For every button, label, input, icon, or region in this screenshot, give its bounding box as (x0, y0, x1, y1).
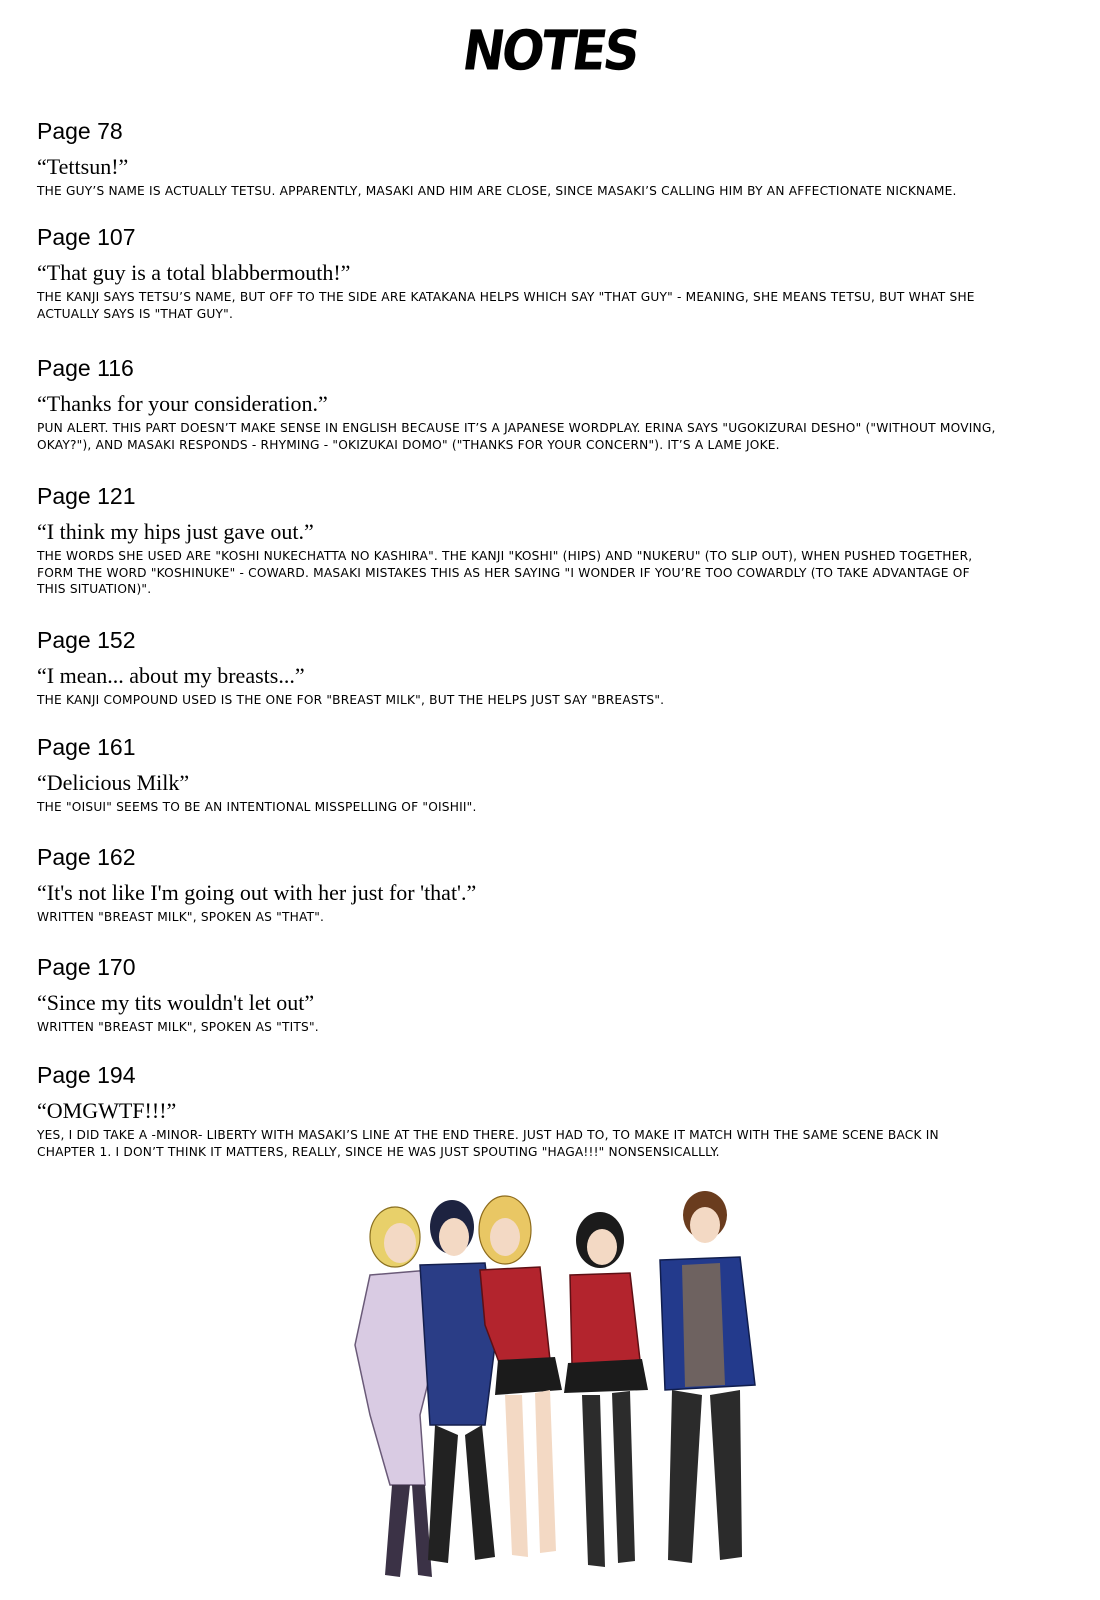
page-number: Page 152 (37, 627, 136, 653)
page-number: Page 78 (37, 118, 123, 144)
quote: “It's not like I'm going out with her just for 'that'.” (37, 880, 477, 905)
quote: “That guy is a total blabbermouth!” (37, 260, 351, 285)
explanation: THE GUY’S NAME IS ACTUALLY TETSU. APPARENTLY, MASAKI AND HIM ARE CLOSE, SINCE MASAKI’S CALLING HIM BY AN AFFECTIONATE NICKNAME. (37, 184, 957, 198)
explanation: THE WORDS SHE USED ARE "KOSHI NUKECHATTA NO KASHIRA". THE KANJI "KOSHI" (HIPS) AND "NUKERU" (TO SLIP OUT), WHEN PUSHED TOGETHER, FORM THE WORD "KOSHINUKE" - COWARD. MASAKI MISTAKES THIS AS HER SAYING "I WONDER IF YOU’RE TOO COWARDLY (TO TAKE ADVANTAGE OF THIS SITUATION)". (37, 549, 973, 596)
page-number: Page 170 (37, 954, 136, 980)
note-page-78 (37, 117, 1057, 200)
explanation: THE "OISUI" SEEMS TO BE AN INTENTIONAL MISSPELLING OF "OISHII". (37, 800, 477, 814)
quote: “Since my tits wouldn't let out” (37, 990, 315, 1015)
character-hoodie-boy (660, 1191, 755, 1563)
quote: “Thanks for your consideration.” (37, 391, 328, 416)
character-group-illustration (300, 1185, 780, 1590)
note-page-162 (37, 843, 1057, 926)
quote: “Delicious Milk” (37, 770, 190, 795)
page-number: Page 107 (37, 224, 136, 250)
explanation: THE KANJI SAYS TETSU’S NAME, BUT OFF TO THE SIDE ARE KATAKANA HELPS WHICH SAY "THAT GUY" - MEANING, SHE MEANS TETSU, BUT WHAT SHE ACTUALLY SAYS IS "THAT GUY". (37, 290, 975, 321)
quote: “OMGWTF!!!” (37, 1098, 177, 1123)
note-page-170 (37, 953, 1057, 1036)
page-number: Page 121 (37, 483, 136, 509)
explanation: WRITTEN "BREAST MILK", SPOKEN AS "THAT". (37, 910, 325, 924)
quote: “Tettsun!” (37, 154, 129, 179)
explanation: YES, I DID TAKE A -MINOR- LIBERTY WITH MASAKI’S LINE AT THE END THERE. JUST HAD TO, TO MAKE IT MATCH WITH THE SAME SCENE BACK IN CHAPTER 1. I DON’T THINK IT MATTERS, REALLY, SINCE HE WAS JUST SPOUTING "HAGA!!!" NONSENSICALLLY. (37, 1128, 939, 1159)
page-number: Page 116 (37, 355, 134, 381)
note-page-194 (37, 1061, 1057, 1160)
explanation: PUN ALERT. THIS PART DOESN’T MAKE SENSE IN ENGLISH BECAUSE IT’S A JAPANESE WORDPLAY. ERINA SAYS "UGOKIZURAI DESHO" ("WITHOUT MOVING, OKAY?"), AND MASAKI RESPONDS - RHYMING - "OKIZUKAI DOMO" ("THANKS FOR YOUR CONCERN"). IT’S A LAME JOKE. (37, 421, 996, 452)
page-number: Page 162 (37, 844, 136, 870)
explanation: WRITTEN "BREAST MILK", SPOKEN AS "TITS". (37, 1020, 319, 1034)
quote: “I mean... about my breasts...” (37, 663, 305, 688)
explanation: THE KANJI COMPOUND USED IS THE ONE FOR "BREAST MILK", BUT THE HELPS JUST SAY "BREASTS". (37, 693, 665, 707)
note-page-107 (37, 223, 1057, 322)
note-page-121 (37, 482, 1057, 598)
note-page-152 (37, 626, 1057, 709)
page-number: Page 161 (37, 734, 136, 760)
character-dark-haired-girl (564, 1212, 648, 1567)
note-page-116 (37, 354, 1057, 453)
character-boy-blazer (420, 1200, 495, 1563)
note-page-161 (37, 733, 1057, 816)
page-title: NOTES (458, 19, 642, 83)
quote: “I think my hips just gave out.” (37, 519, 314, 544)
page-number: Page 194 (37, 1062, 136, 1088)
